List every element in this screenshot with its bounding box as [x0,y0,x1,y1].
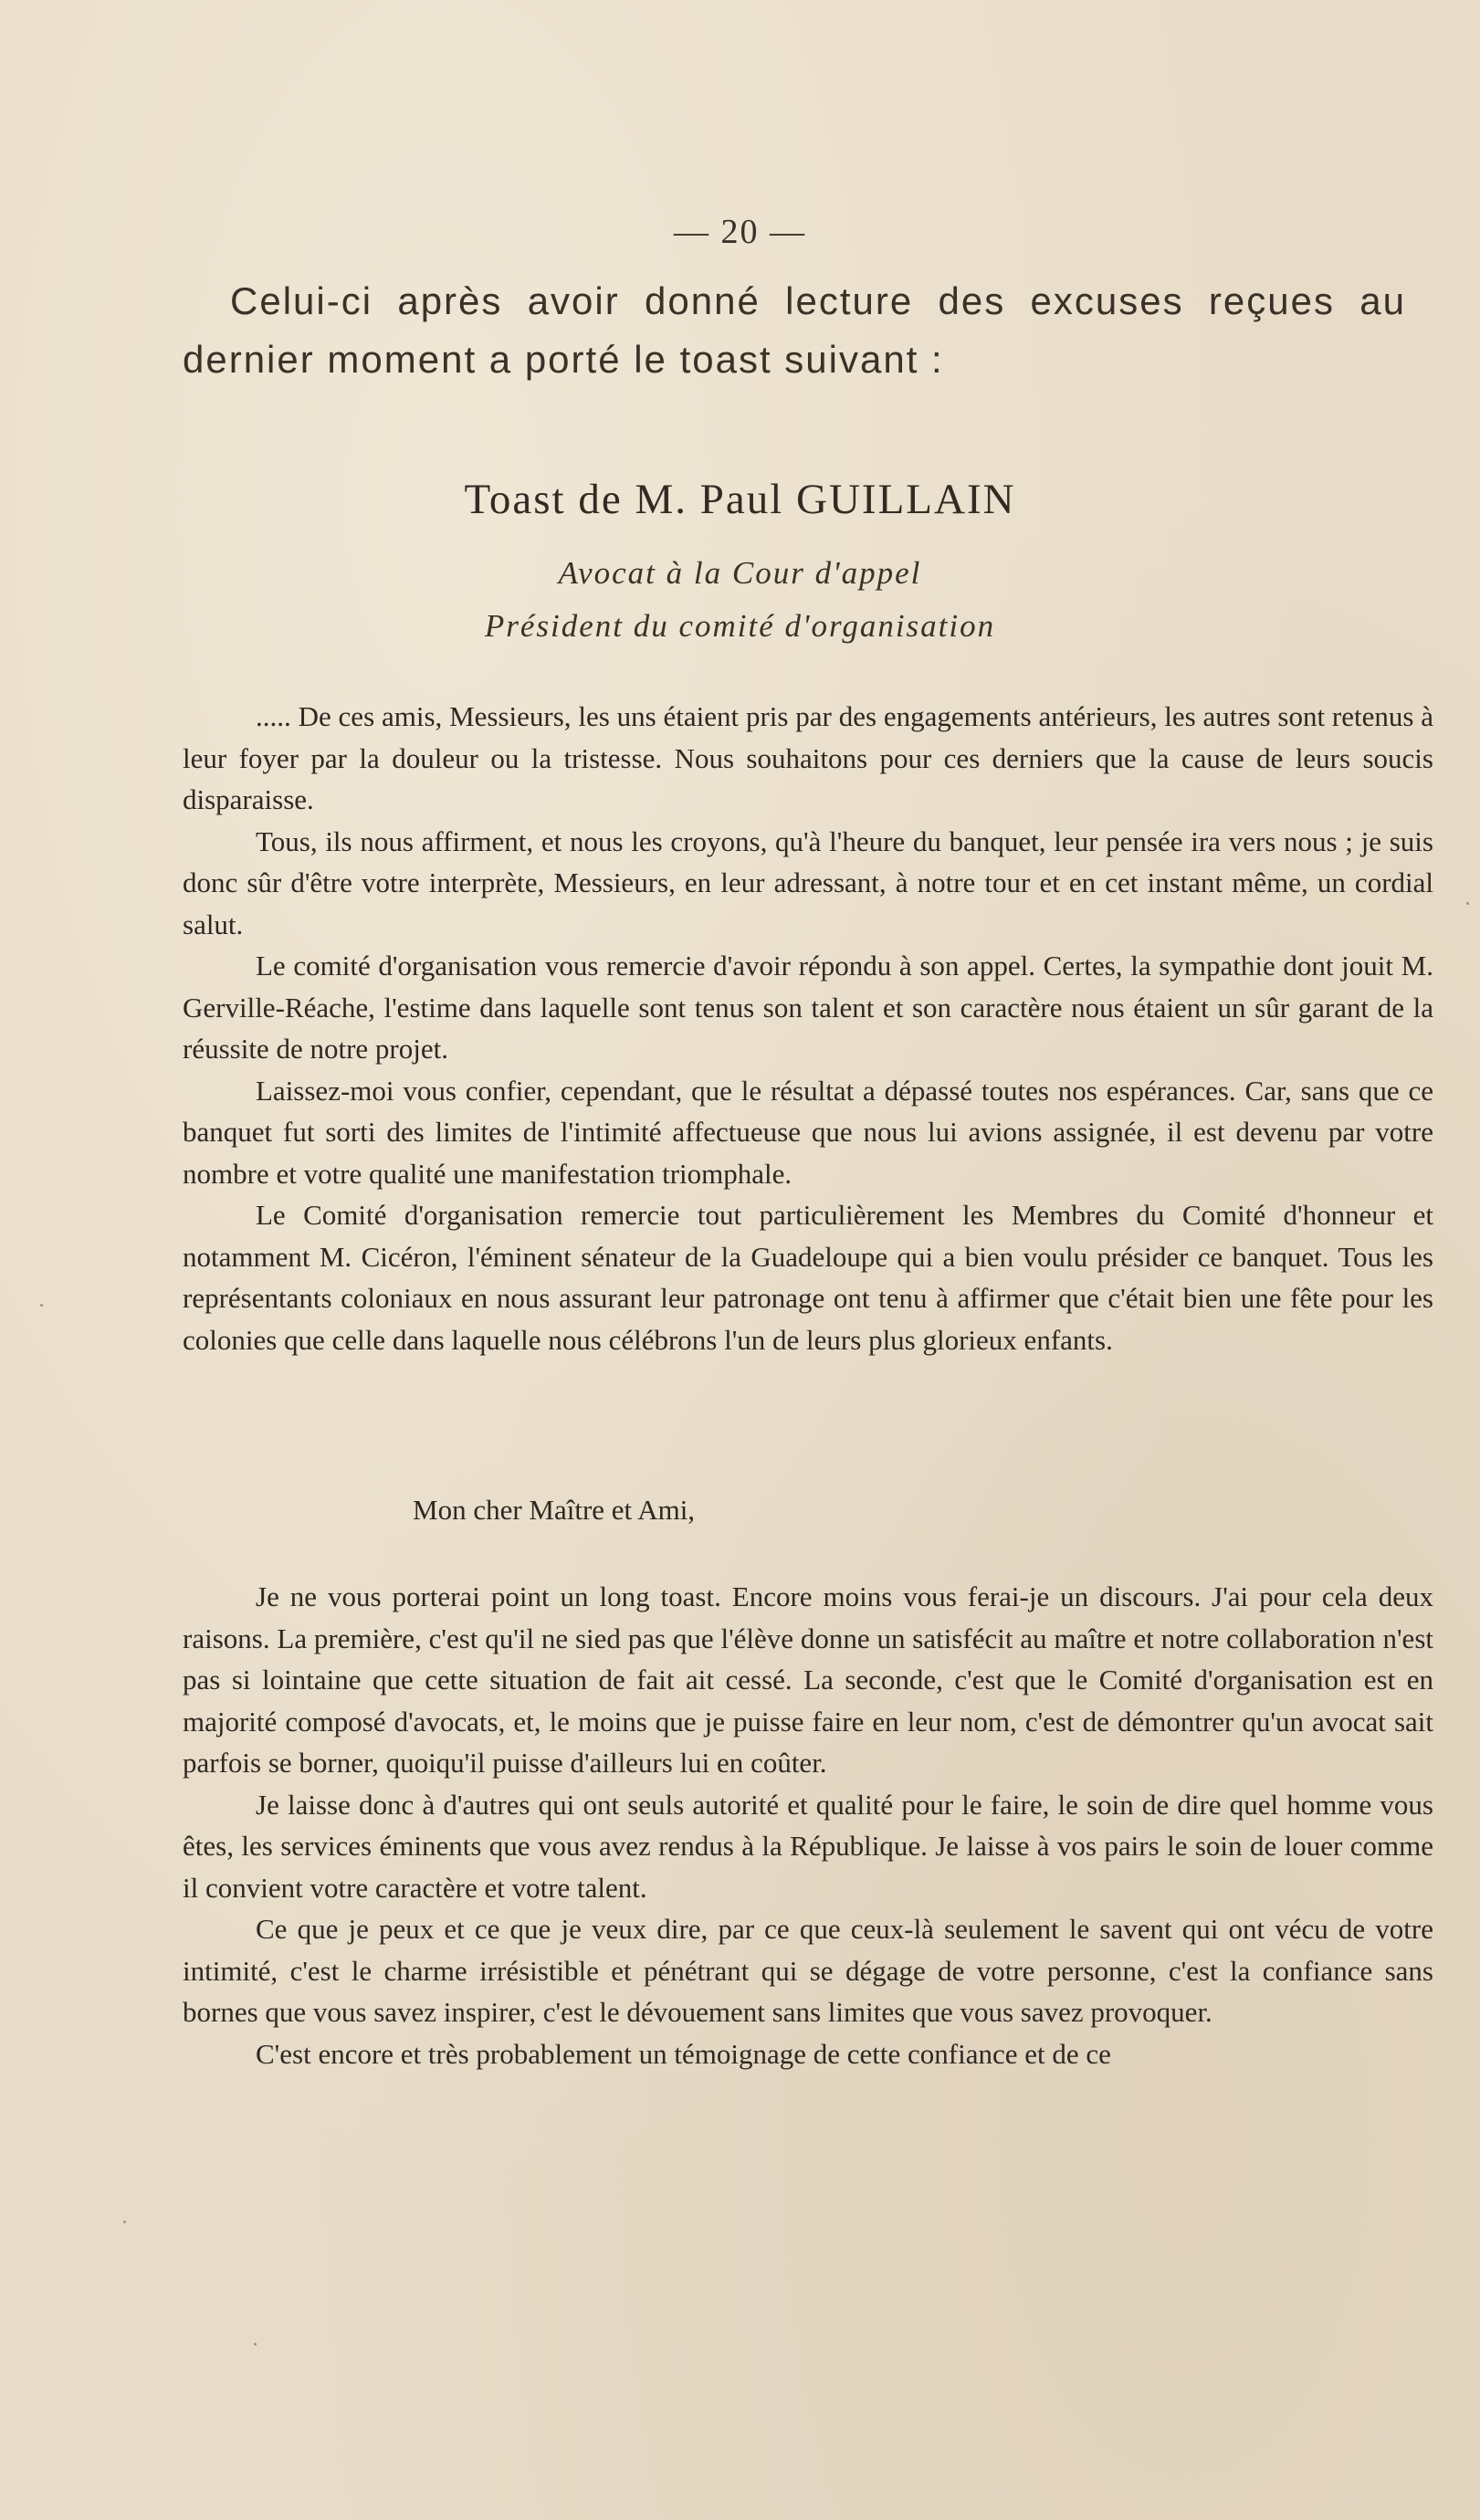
paragraph: Je ne vous porterai point un long toast. Encore moins vous ferai-je un discours. J'ai pour cela deux raisons. La première, c'est qu'il ne sied pas que l'élève donne un satisfécit au maître et notre collaboration n'est pas si lointaine que cette situation de fait ait cessé. La seconde, c'est que le Comité d'organisation est en majorité composé d'avocats, et, le moins que je puisse faire en leur nom, c'est de démontrer qu'un avocat sait parfois se borner, quoiqu'il puisse d'ailleurs lui en coûter. [183,1580,1433,1779]
paper-speck [1466,902,1469,905]
intro-paragraph: Celui-ci après avoir donné lecture des excuses reçues au dernier moment a porté le toast suivant : [183,279,1406,381]
paragraph: Le Comité d'organisation remercie tout particulièrement les Membres du Comité d'honneur et notamment M. Cicéron, l'éminent sénateur de la Guadeloupe qui a bien voulu présider ce banquet. Tous les représentants coloniaux en nous assurant leur patronage ont tenu à affirmer que c'était bien une fête pour les colonies que celle dans laquelle nous célébrons l'un de leurs plus glorieux enfants. [183,1199,1433,1356]
paragraph: Ce que je peux et ce que je veux dire, par ce que ceux-là seulement le savent qui ont vécu de votre intimité, c'est le charme irrésistible et pénétrant qui se dégage de votre personne, c'est la confiance sans bornes que vous savez inspirer, c'est le dévouement sans limites que vous savez provoquer. [183,1913,1433,2028]
toast-title: Toast de M. Paul GUILLAIN [464,476,1016,523]
toast-subtitle-role: Président du comité d'organisation [484,608,996,644]
paragraph: Laissez-moi vous confier, cependant, que le résultat a dépassé toutes nos espérances. Car, sans que ce banquet fut sorti des limites de l'intimité affectueuse que nous lui avions assignée, il est devenu par votre nombre et votre qualité une manifestation triomphale. [183,1074,1433,1190]
toast-subtitle-profession: Avocat à la Cour d'appel [558,555,922,591]
paper-speck [40,1304,43,1307]
paper-speck [254,2343,257,2346]
paragraph: Le comité d'organisation vous remercie d'avoir répondu à son appel. Certes, la sympathie dont jouit M. Gerville-Réache, l'estime dans laquelle sont tenus son talent et son caractère nous étaient un sûr garant de la réussite de notre projet. [183,950,1433,1065]
salutation: Mon cher Maître et Ami, [413,1494,696,1526]
section-1-text [183,696,1433,1360]
paragraph: Je laisse donc à d'autres qui ont seuls autorité et qualité pour le faire, le soin de dire quel homme vous êtes, les services éminents que vous avez rendus à la République. Je laisse à vos pairs le soin de louer comme il convient votre caractère et votre talent. [183,1788,1433,1904]
section-2-text [183,1576,1433,2074]
paragraph: ..... De ces amis, Messieurs, les uns étaient pris par des engagements antérieurs, les autres sont retenus à leur foyer par la douleur ou la tristesse. Nous souhaitons pour ces derniers que la cause de leurs soucis disparaisse. [183,700,1433,815]
page-number: — 20 — [674,213,806,251]
paper-speck [123,2221,126,2223]
paragraph: Tous, ils nous affirment, et nous les croyons, qu'à l'heure du banquet, leur pensée ira vers nous ; je suis donc sûr d'être votre interprète, Messieurs, en leur adressant, à notre tour et en cet instant même, un cordial salut. [183,824,1433,940]
paragraph: C'est encore et très probablement un témoignage de cette confiance et de ce [256,2037,1111,2070]
